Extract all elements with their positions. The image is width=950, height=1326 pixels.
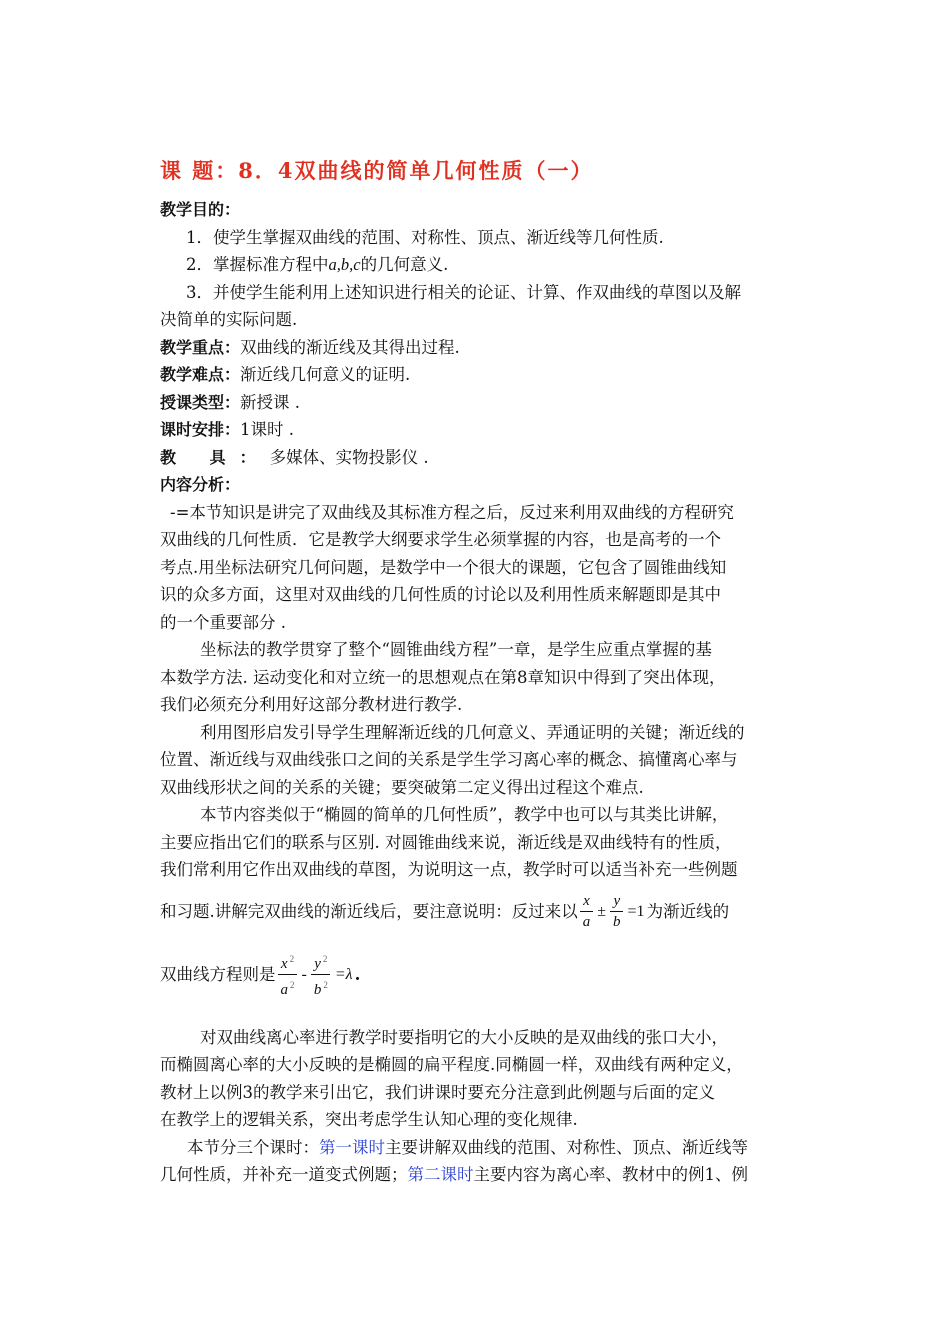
focus-row: 教学重点：双曲线的渐近线及其得出过程.: [160, 337, 460, 357]
page-title: 课 题：8．4双曲线的简单几何性质（一）: [160, 158, 594, 183]
lesson-type-row: 授课类型：新授课 .: [160, 392, 301, 412]
asymptote-formula-line: 和习题.讲解完双曲线的渐近线后，要注意说明：反过来以 $\frac{x}{a}$ ± $\frac{y}{b}$ =1 为渐近线的: [160, 893, 730, 930]
hyperbola-equation-line: 双曲线方程则是 $\frac{x ^2}{a ^2}$ - $\frac{y ^2}{b ^2}$ =λ .: [160, 940, 800, 1010]
tools-row: 教 具：多媒体、实物投影仪 .: [160, 447, 429, 467]
fraction-y-over-b: $\frac{y}{b}$: [610, 891, 624, 932]
analysis-heading: 内容分析：: [160, 475, 241, 494]
analysis-paragraph-7: 本节分三个课时：第一课时主要讲解双曲线的范围、对称性、顶点、渐近线等 几何性质，并补充一道变式例题；第二课时主要内容为离心率、教材中的例1、例: [160, 1137, 748, 1184]
analysis-paragraph-1: -=本节知识是讲完了双曲线及其标准方程之后，反过来利用双曲线的方程研究 双曲线的几何性质．它是教学大纲要求学生必须掌握的内容，也是高考的一个 考点.用坐标法研究几何问题，是数学中一个很大的课题，它包含了圆锥曲线知 识的众多方面，这里对双曲线的几何性质的讨论以及利用性质来解题即是其中 的一个重要部分 .: [160, 502, 734, 632]
analysis-paragraph-2: 坐标法的教学贯穿了整个“圆锥曲线方程”一章，是学生应重点掌握的基 本数学方法. 运动变化和对立统一的思想观点在第8章知识中得到了突出体现， 我们必须充分利用好这部分教材进行教学.: [160, 640, 726, 714]
analysis-paragraph-4: 本节内容类似于“椭圆的简单的几何性质”，教学中也可以与其类比讲解， 主要应指出它们的联系与区别. 对圆锥曲线来说，渐近线是双曲线特有的性质， 我们常利用它作出双曲线的草图，为说明这一点，教学时可以适当补充一些例题 和习题.讲解完双曲线的渐近线后，要注意说明：反过来以 $\frac{x}{a}$ ± $\frac{y}{b}$ =1 为渐近线的: [160, 801, 800, 940]
analysis-paragraph-3: 利用图形启发引导学生理解渐近线的几何意义、弄通证明的关键；渐近线的 位置、渐近线与双曲线张口之间的关系是学生学习离心率的概念、搞懂离心率与 双曲线形状之间的关系的关键；要突破第二定义得出过程这个难点.: [160, 722, 745, 797]
analysis-paragraph-6: 对双曲线离心率进行教学时要指明它的大小反映的是双曲线的张口大小， 而椭圆离心率的大小反映的是椭圆的扁平程度.同椭圆一样，双曲线有两种定义， 教材上以例3的教学来引出它，我们讲课时要充分注意到此例题与后面的定义 在教学上的逻辑关系，突出考虑学生认知心理的变化规律.: [160, 1027, 743, 1129]
objective-3: 3．并使学生能利用上述知识进行相关的论证、计算、作双曲线的草图以及解: [186, 282, 741, 302]
fraction-y2-over-b2: $\frac{y ^2}{b ^2}$: [311, 949, 331, 1000]
document-body: [160, 196, 800, 1189]
difficulty-row: 教学难点：渐近线几何意义的证明.: [160, 365, 411, 384]
objective-2: 2．掌握标准方程中a,b,c的几何意义.: [186, 255, 449, 274]
schedule-row: 课时安排：1课时 .: [160, 420, 295, 439]
objectives-heading: 教学目的：: [160, 200, 241, 219]
fraction-x-over-a: $\frac{x}{a}$: [580, 891, 594, 932]
link-first-lesson[interactable]: 第一课时: [319, 1137, 385, 1157]
objective-1: 1．使学生掌握双曲线的范围、对称性、顶点、渐近线等几何性质.: [186, 227, 664, 247]
link-second-lesson[interactable]: 第二课时: [407, 1165, 474, 1184]
objective-3-cont: 决简单的实际问题.: [160, 310, 298, 329]
fraction-x2-over-a2: $\frac{x ^2}{a ^2}$: [278, 949, 298, 1000]
